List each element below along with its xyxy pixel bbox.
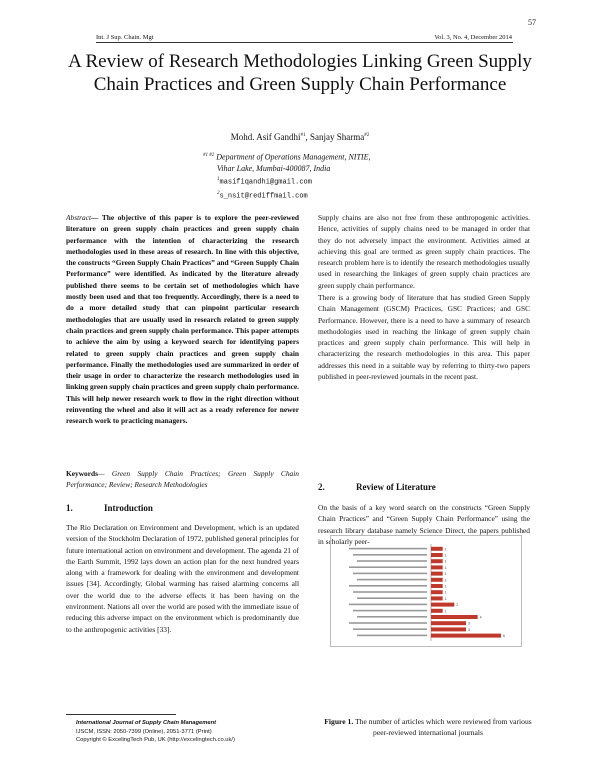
bar-j1	[431, 547, 443, 551]
affil-sup: #1 #2	[203, 153, 215, 158]
author-1: Mohd. Asif Gandhi	[230, 132, 301, 142]
footnote-copyright: Copyright © ExcelingTech Pub, UK (	[76, 737, 170, 743]
footnote-issn: IJSCM, ISSN: 2050-7399 (Online), 2051-3771 (Print)	[76, 728, 212, 735]
col2-paragraph-1: Supply chains are also not free from these anthropogenic activities. Hence, activities of supply chains need to be managed in order that they do not adversely impact the environment. Activities aimed at achieving this goal are termed as green supply chain practices. The research problem here is to identify the research methodologies usually used in researching the linkages of green supply chain practices are green supply chain performance.	[318, 213, 530, 290]
category-label-j1	[349, 548, 427, 550]
figure-label: Figure 1.	[324, 717, 354, 726]
category-label-j12	[357, 616, 427, 618]
bar-value-j10: 2	[456, 603, 459, 608]
col2-paragraph-2: There is a growing body of literature that has studied Green Supply Chain Management (GSCM) Practices, GSC Practices; and GSC Performance. However, there is a need to have a summary of research methodologies used in reaching the linkage of green supply chain practices and green supply chain performance. This will help in characterizing the research methodologies in this area. This paper addresses this need in a suitable way by referring to thirty-two papers published in peer-reviewed journals in the recent past.	[318, 293, 530, 382]
keywords	[66, 468, 299, 491]
category-label-j4	[349, 566, 427, 568]
author-sep: ,	[305, 132, 310, 142]
keywords-text: — Green Supply Chain Practices; Green Supply Chain Performance; Review; Research Methodologies	[66, 469, 299, 490]
bar-j2	[431, 553, 443, 557]
footnote-rule	[66, 714, 176, 715]
bar-value-j11: 1	[444, 609, 447, 614]
email-2[interactable]: s_nsit@rediffmail.com	[219, 192, 308, 201]
abstract-text: — The objective of this paper is to explore the peer-reviewed literature on green supply chain practices and green supply chain performance with the intention of characterizing the research methodologies used in these areas of research. In line with this objective, the constructs “Green Supply Chain Practices” and “Green Supply Chain Performance” were identified. As indicated by the literature already published there seems to be certain set of methodologies which have mostly been used and that too frequently. Accordingly, there is a need to do a more detailed study that can pinpoint particular research methodologies that are usually used in research related to green supply chain practices and green supply chain performance. This paper attempts to achieve the aim by using a keyword search for identifying papers related to green supply chain practices and green supply chain performance. Finally the methodologies used are summarized in order of their usage in order to characterize the research methodologies used in linking green supply chain practices and green supply chain performance. This will help newer research work to flow in the right direction without reinventing the wheel and also it will act as a ready reference for newer research work to practicing managers.	[66, 213, 299, 426]
bar-j3	[431, 559, 443, 563]
category-label-j11	[353, 610, 427, 612]
bar-value-j13: 3	[468, 621, 470, 626]
bar-value-j8: 1	[444, 590, 447, 595]
affil-line2: Vihar Lake, Mumbai-400087, India	[217, 163, 331, 173]
bar-j13	[431, 621, 466, 625]
author-2-sup: #2	[364, 133, 370, 138]
section-1-heading	[66, 503, 153, 513]
affil-line1: Department of Operations Management, NITIE,	[216, 152, 371, 162]
section-1-title: Introduction	[104, 503, 153, 513]
bar-value-j6: 1	[444, 578, 447, 583]
page-number: 57	[528, 18, 536, 27]
category-label-j2	[353, 554, 427, 556]
abstract	[66, 212, 299, 427]
bar-j9	[431, 596, 443, 600]
section-1-number: 1.	[66, 503, 73, 513]
bar-j14	[431, 627, 466, 631]
bar-j12	[431, 615, 478, 619]
col2-paragraph-3: On the basis of a key word search on the constructs “Green Supply Chain Practices” and “Green Supply Chain Performance” using the research library database namely Science Direct, the papers published in scholarly peer-	[318, 503, 530, 546]
section-2-heading	[318, 482, 436, 492]
category-label-j9	[357, 597, 427, 599]
bar-j8	[431, 590, 443, 594]
keywords-label: Keywords	[66, 469, 99, 478]
figure-caption	[316, 716, 540, 738]
bar-j4	[431, 565, 443, 569]
email1-sup: 1	[217, 176, 220, 182]
bar-value-j5: 1	[444, 572, 447, 577]
bar-j6	[431, 578, 443, 582]
category-label-j6	[357, 579, 427, 581]
introduction-text: The Rio Declaration on Environment and Development, which is an updated version of the Stockholm Declaration of 1972, published general principles for future international action on environment and development. The agenda 21 of the Earth Summit, 1992 lays down an action plan for the next hundred years along with a framework for dealing with the environment and development issues [34]. Accordingly, Global warming has raised alarming concerns all over the world due to the adverse effects it has been having on the environment. Nations all over the world are posed with the immediate issue of reducing this adverse impact on the environment which is predominantly due to the anthropogenic activities [33].	[66, 523, 299, 634]
bar-j7	[431, 584, 443, 588]
bar-value-j4: 1	[444, 565, 447, 570]
section-2-title: Review of Literature	[356, 482, 436, 492]
section-2-number: 2.	[318, 482, 325, 492]
bar-j5	[431, 572, 443, 576]
category-label-j14	[353, 628, 427, 630]
figure-1-chart	[330, 535, 522, 647]
category-label-j5	[353, 573, 427, 575]
abstract-lead: Abstract	[66, 213, 92, 222]
footnote-journal: International Journal of Supply Chain Management	[76, 720, 217, 726]
bar-value-j12: 4	[479, 615, 482, 620]
footnote	[76, 719, 235, 745]
paper-title: A Review of Research Methodologies Linking Green Supply Chain Practices and Green Supply Chain Performance	[68, 51, 532, 95]
category-label-j13	[349, 622, 427, 624]
bar-j11	[431, 609, 443, 613]
bar-value-j2: 1	[444, 553, 447, 558]
category-label-j7	[349, 585, 427, 587]
bar-value-j1: 1	[444, 547, 447, 552]
figure-caption-text: The number of articles which were reviewed from various peer-reviewed international journals	[353, 717, 532, 737]
email-1[interactable]: masifiqandhi@gmail.com	[219, 178, 312, 187]
bar-value-j3: 1	[444, 559, 447, 564]
bar-value-j15: 6	[503, 634, 505, 639]
running-header-right: Vol. 3, No. 4, December 2014	[434, 34, 512, 41]
authors	[0, 132, 600, 142]
bar-value-j7: 1	[444, 584, 447, 589]
category-label-j3	[357, 560, 427, 562]
footnote-link[interactable]: http://excelingtech.co.uk/	[169, 737, 234, 743]
category-label-j15	[357, 635, 427, 637]
affiliation	[203, 150, 370, 203]
author-1-sup: #1	[300, 133, 306, 138]
running-header-left: Int. J Sup. Chain. Mgt	[96, 34, 154, 41]
email2-sup: 2	[217, 191, 220, 197]
footnote-close: )	[233, 737, 235, 743]
author-2: Sanjay Sharma	[310, 132, 365, 142]
category-label-j10	[349, 604, 427, 606]
bar-j10	[431, 603, 454, 607]
bar-j15	[431, 634, 501, 638]
bar-value-j14: 3	[468, 627, 470, 632]
header-rule	[96, 42, 513, 43]
bar-value-j9: 1	[444, 596, 447, 601]
category-label-j8	[353, 591, 427, 593]
